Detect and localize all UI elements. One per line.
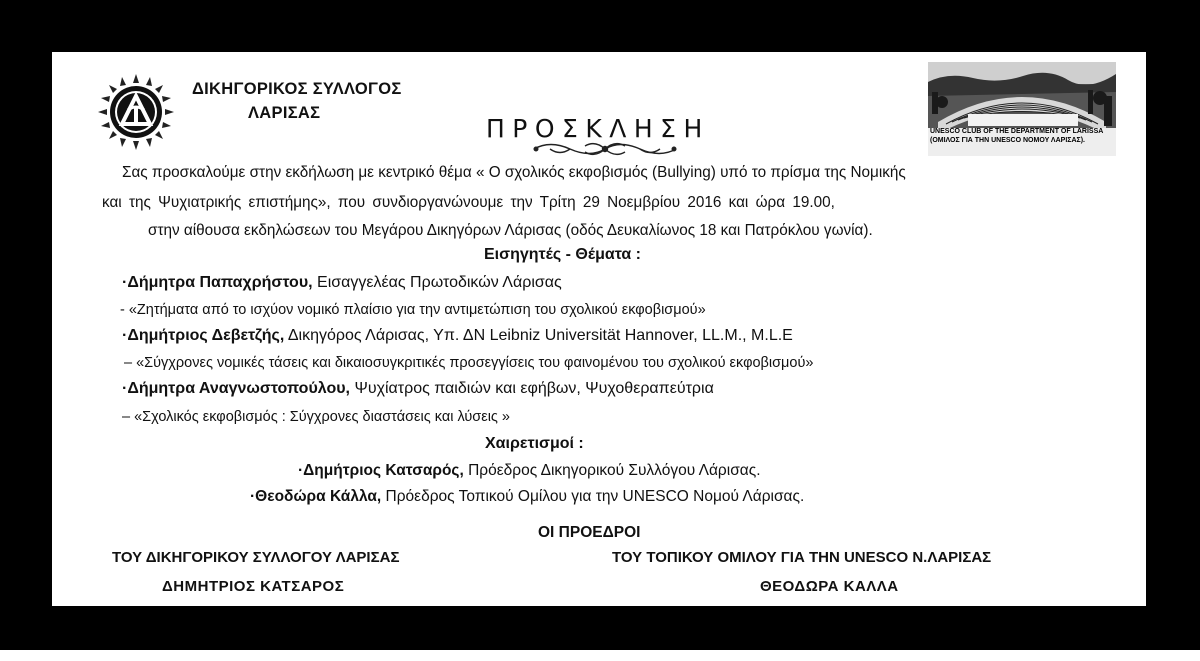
speaker-name: ·Δήμητρα Παπαχρήστου,: [122, 274, 313, 291]
bar-association-emblem-icon: [98, 74, 174, 150]
speaker-role: Ψυχίατρος παιδιών και εφήβων, Ψυχοθεραπεύτρια: [350, 380, 714, 397]
speakers-heading: Εισηγητές - Θέματα :: [484, 246, 641, 263]
left-signatory-org: ΤΟΥ ΔΙΚΗΓΟΡΙΚΟΥ ΣΥΛΛΟΓΟΥ ΛΑΡΙΣΑΣ: [112, 549, 400, 566]
left-signatory-name: ΔΗΜΗΤΡΙΟΣ ΚΑΤΣΑΡΟΣ: [162, 578, 345, 595]
speaker-line: [122, 327, 793, 345]
presidents-heading: ΟΙ ΠΡΟΕΔΡΟΙ: [538, 524, 641, 541]
greeter-name: ·Δημήτριος Κατσαρός,: [298, 462, 464, 479]
right-signatory-name: ΘΕΟΔΩΡΑ ΚΑΛΛΑ: [760, 578, 899, 595]
speaker-role: Δικηγόρος Λάρισας, Υπ. ΔΝ Leibniz Universität Hannover, LL.M., M.L.E: [284, 327, 793, 344]
speaker-role: Εισαγγελέας Πρωτοδικών Λάρισας: [312, 274, 562, 291]
speaker-line: [122, 274, 562, 292]
right-signatory-org: ΤΟΥ ΤΟΠΙΚΟΥ ΟΜΙΛΟΥ ΓΙΑ ΤΗΝ UNESCO Ν.ΛΑΡΙΣΑΣ: [612, 549, 992, 566]
page-title: ΠΡΟΣΚΛΗΣΗ: [486, 114, 710, 143]
greeter-role: Πρόεδρος Τοπικού Ομίλου για την UNESCO Νομού Λάρισας.: [381, 488, 805, 505]
intro-line: Σας προσκαλούμε στην εκδήλωση με κεντρικό θέμα « Ο σχολικός εκφοβισμός (Bullying) υπό το πρίσμα της Νομικής: [122, 164, 906, 181]
unesco-caption: UNESCO CLUB OF THE DEPARTMENT OF LARISSA (ΟΜΙΛΟΣ ΓΙΑ ΤΗΝ UNESCO ΝΟΜΟΥ ΛΑΡΙΣΑΣ).: [930, 128, 1104, 144]
greetings-heading: Χαιρετισμοί :: [485, 435, 584, 452]
greeter-role: Πρόεδρος Δικηγορικού Συλλόγου Λάρισας.: [463, 462, 761, 479]
intro-line: στην αίθουσα εκδηλώσεων του Μεγάρου Δικηγόρων Λάρισας (οδός Δευκαλίωνος 18 και Πατρόκλου γωνία).: [148, 222, 873, 239]
speaker-name: ·Δημήτριος Δεβετζής,: [122, 327, 285, 344]
invitation-card: [52, 52, 1146, 606]
organization-city: ΛΑΡΙΣΑΣ: [248, 104, 321, 122]
organization-name: ΔΙΚΗΓΟΡΙΚΟΣ ΣΥΛΛΟΓΟΣ: [192, 80, 402, 98]
speaker-topic: – «Σχολικός εκφοβισμός : Σύγχρονες διαστάσεις και λύσεις »: [122, 409, 510, 425]
intro-line: και της Ψυχιατρικής επιστήμης», που συνδιοργανώνουμε την Τρίτη 29 Νοεμβρίου 2016 και ώρα 19.00,: [102, 194, 835, 211]
greeting-line: [250, 488, 804, 506]
speaker-topic: - «Ζητήματα από το ισχύον νομικό πλαίσιο για την αντιμετώπιση του σχολικού εκφοβισμού»: [120, 302, 706, 318]
flourish-ornament-icon: [530, 138, 680, 160]
greeting-line: [298, 462, 761, 480]
bottom-margin: [0, 650, 1200, 661]
speaker-line: [122, 380, 714, 398]
speaker-name: ·Δήμητρα Αναγνωστοπούλου,: [122, 380, 350, 397]
greeter-name: ·Θεοδώρα Κάλλα,: [250, 488, 382, 505]
speaker-topic: – «Σύγχρονες νομικές τάσεις και δικαιοσυγκριτικές προσεγγίσεις του φαινομένου του σχολικού εκφοβισμού»: [124, 355, 814, 371]
